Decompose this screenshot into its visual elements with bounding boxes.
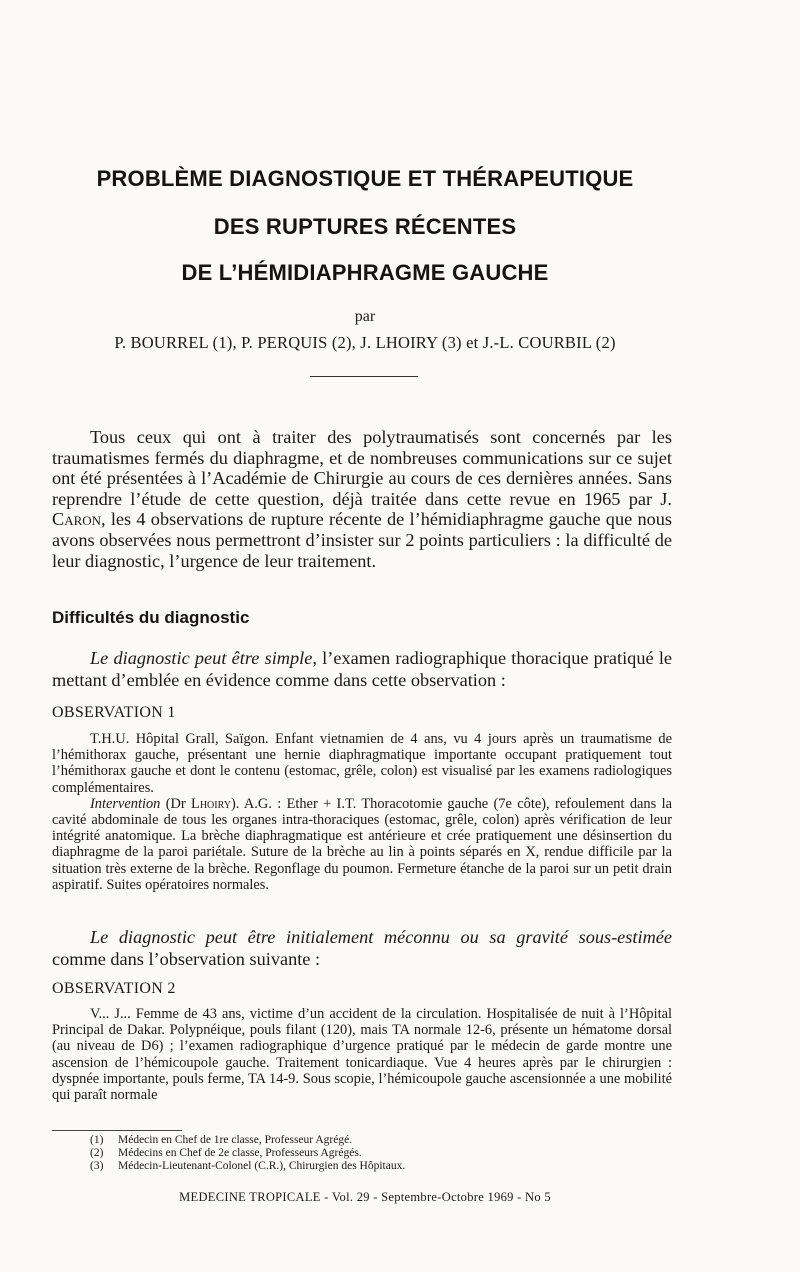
abstract-text-start: Tous ceux qui ont à traiter des polytraumatisés sont concernés par les traumatismes fermés du diaphragme, et de nombreuses communications sur ce sujet ont été présentées à l’Académie de Chirurgie au cours de ces dernières années. Sans reprendre l’étude de cette question, déjà traitée dans cette revue en 1965 par J. [52,427,672,509]
byline-par: par [354,308,376,325]
observation-2-title: OBSERVATION 2 [52,980,176,997]
observation-1-body [52,731,672,893]
footnote-text: Médecin en Chef de 1re classe, Professeur Agrégé. [118,1134,353,1146]
article-title-line-3: DE L’HÉMIDIAPHRAGME GAUCHE [181,260,549,285]
observation-1-paragraph-1: T.H.U. Hôpital Grall, Saïgon. Enfant vietnamien de 4 ans, vu 4 jours après un traumatisme de l’hémithorax gauche, présentant une hernie diaphragmatique importante occupant pratiquement tout l’hémithorax gauche et dont le contenu (estomac, grêle, colon) est visualisé par les examens radiologiques complémentaires. [52,731,672,796]
lead-2-text: comme dans l’observation suivante : [52,948,321,969]
lead-1-text: l’examen radiographique thoracique pratiqué le mettant d’emblée en évidence comme dans cette observation : [52,648,673,690]
article-title-line-2: DES RUPTURES RÉCENTES [213,214,517,239]
journal-footer: MEDECINE TROPICALE - Vol. 29 - Septembre-Octobre 1969 - No 5 [179,1190,551,1204]
article-title-line-1: PROBLÈME DIAGNOSTIQUE ET THÉRAPEUTIQUE [96,166,634,191]
authors-line: P. BOURREL (1), P. PERQUIS (2), J. LHOIRY (3) et J.-L. COURBIL (2) [114,333,616,352]
intervention-text: ). A.G. : Ether + I.T. Thoracotomie gauche (7e côte), refoulement dans la cavité abdominale de tous les organes intra-thoraciques (estomac, grêle, colon) après vérification de leur intégrité anatomique. La brèche diaphragmatique est antérieure et crée pratiquement une désinsertion du diaphragme de la paroi pariétale. Suture de la brèche au lin à points séparés en X, rendue difficile par la situation très externe de la brèche. Regonflage du poumon. Fermeture étanche de la paroi sur un petit drain aspiratif. Suites opératoires normales. [52,795,672,893]
lead-paragraph-1 [52,648,672,691]
title-divider [310,376,418,377]
footnotes-list [90,1134,650,1173]
section-heading: Difficultés du diagnostic [52,608,250,627]
lead-paragraph-2 [52,927,672,970]
observation-1-title: OBSERVATION 1 [52,704,176,721]
intervention-label: Intervention [90,795,161,812]
footnote [90,1160,650,1173]
intervention-prefix: (Dr [160,795,192,812]
observation-2-paragraph-1: V... J... Femme de 43 ans, victime d’un accident de la circulation. Hospitalisée de nuit à l’Hôpital Principal de Dakar. Polypnéique, pouls filant (120), mais TA normale 12-6, présente un hématome dorsal (au niveau de D6) ; l’examen radiographique d’urgence pratiqué par le médecin de garde montre une ascension de l’hémicoupole gauche. Traitement tonicardiaque. Vue 4 heures après par le chirurgien : dyspnée importante, pouls ferme, TA 14-9. Sous scopie, l’hémicoupole gauche ascensionnée a une mobilité qui paraît normale [52,1006,672,1104]
abstract-text-end: , les 4 observations de rupture récente de l’hémidiaphragme gauche que nous avons observées nous permettront d’insister sur 2 points particuliers : la difficulté de leur diagnostic, l’urgence de leur traitement. [52,509,672,571]
footnote-divider [52,1130,182,1131]
footnote-number: (3) [90,1160,104,1172]
footnote-number: (2) [90,1147,104,1159]
footnote [90,1147,650,1160]
lead-1-italic: Le diagnostic peut être simple, [90,648,317,668]
abstract-author-name: Caron [52,509,102,530]
footnote-text: Médecin-Lieutenant-Colonel (C.R.), Chirurgien des Hôpitaux. [118,1160,406,1172]
footnote [90,1134,650,1147]
observation-2-body [52,1006,672,1103]
abstract-paragraph [52,427,672,571]
observation-1-paragraph-2 [52,796,672,893]
surgeon-name: Lhoiry [191,795,231,812]
footnote-number: (1) [90,1134,104,1146]
footnote-text: Médecins en Chef de 2e classe, Professeurs Agrégés. [118,1147,362,1159]
lead-2-italic: Le diagnostic peut être initialement méconnu ou sa gravité sous-estimée [90,927,672,947]
